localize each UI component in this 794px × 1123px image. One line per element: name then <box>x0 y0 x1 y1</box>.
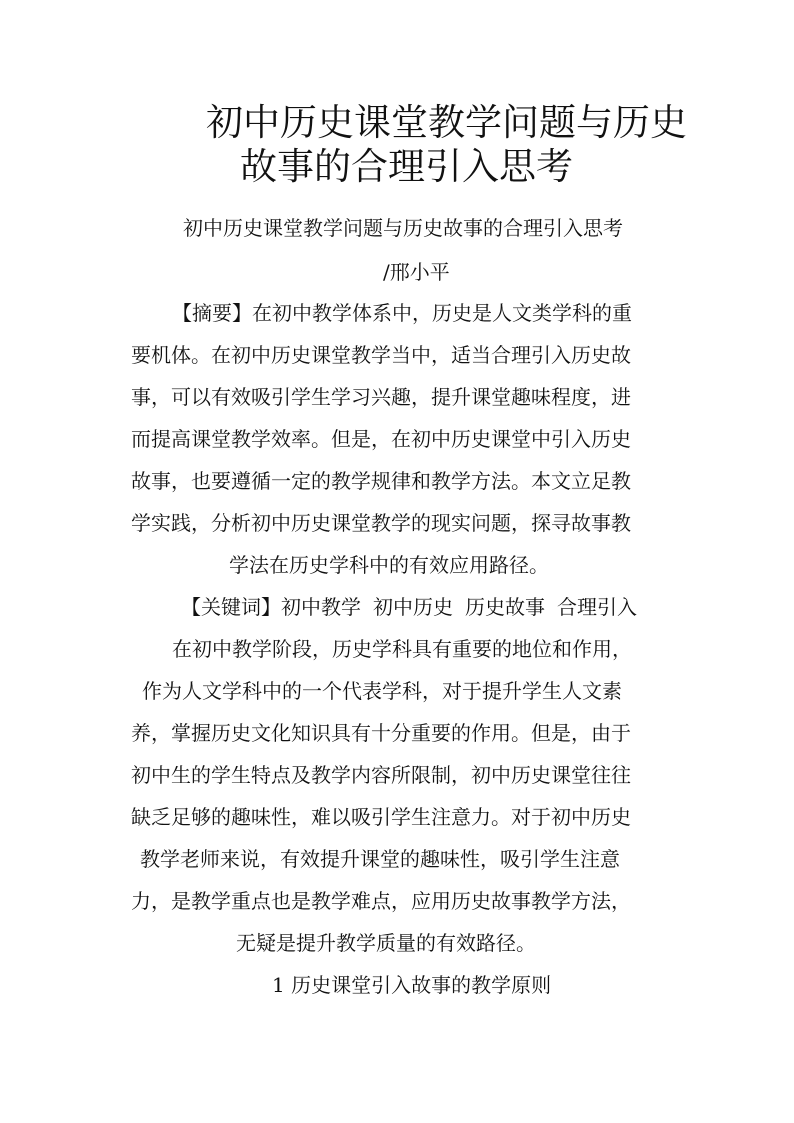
abstract-line: 而提高课堂教学效率。但是，在初中历史课堂中引入历史 <box>131 427 631 451</box>
keywords-line <box>181 593 637 621</box>
document-title-line-2: 故事的合理引入思考 <box>240 145 573 188</box>
document-title-line-1: 初中历史课堂教学问题与历史 <box>206 101 687 144</box>
body-line: 无疑是提升教学质量的有效路径。 <box>236 931 536 955</box>
abstract-line: 故事，也要遵循一定的教学规律和教学方法。本文立足教 <box>131 469 631 493</box>
keyword: 历史故事 <box>465 595 545 619</box>
abstract-line: 要机体。在初中历史课堂教学当中，适当合理引入历史故 <box>131 343 631 367</box>
body-line: 养，掌握历史文化知识具有十分重要的作用。但是，由于 <box>131 721 631 745</box>
keyword: 初中历史 <box>373 595 453 619</box>
body-line: 缺乏足够的趣味性，难以吸引学生注意力。对于初中历史 <box>131 805 631 829</box>
section-heading: 1 历史课堂引入故事的教学原则 <box>272 973 552 997</box>
keyword: 合理引入 <box>557 595 637 619</box>
body-line: 教学老师来说，有效提升课堂的趣味性，吸引学生注意 <box>140 847 620 871</box>
document-subtitle: 初中历史课堂教学问题与历史故事的合理引入思考 <box>183 216 623 240</box>
document-author: /邢小平 <box>383 260 450 284</box>
body-line: 作为人文学科中的一个代表学科，对于提升学生人文素 <box>142 679 622 703</box>
keyword: 初中教学 <box>281 595 361 619</box>
body-line: 力，是教学重点也是教学难点，应用历史故事教学方法， <box>131 889 631 913</box>
abstract-line: 学法在历史学科中的有效应用路径。 <box>229 553 549 577</box>
abstract-line: 学实践，分析初中历史课堂教学的现实问题，探寻故事教 <box>131 511 631 535</box>
abstract-line: 【摘要】在初中教学体系中，历史是人文类学科的重 <box>172 301 632 325</box>
body-line: 初中生的学生特点及教学内容所限制，初中历史课堂往往 <box>131 763 631 787</box>
abstract-line: 事，可以有效吸引学生学习兴趣，提升课堂趣味程度，进 <box>131 385 631 409</box>
body-line: 在初中教学阶段，历史学科具有重要的地位和作用， <box>172 637 632 661</box>
keywords-label: 【关键词】 <box>181 595 281 619</box>
